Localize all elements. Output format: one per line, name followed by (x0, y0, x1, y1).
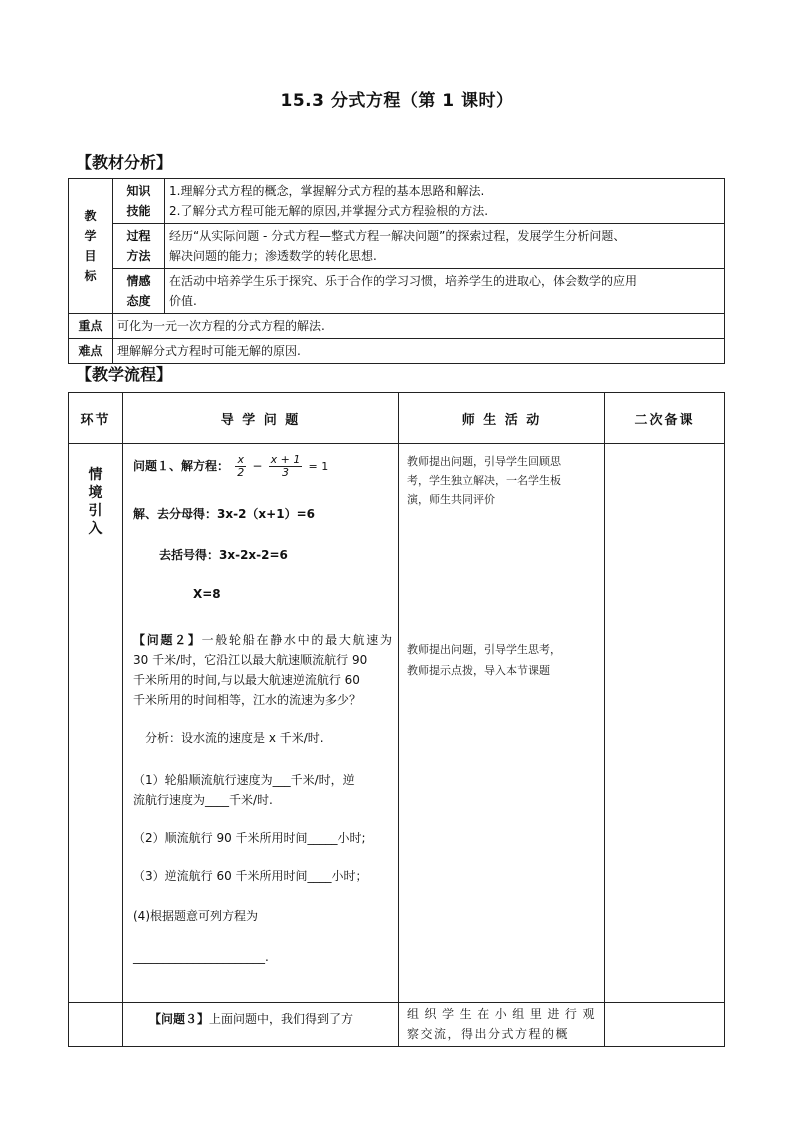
sub-question-4: (4)根据题意可列方程为 (133, 909, 258, 923)
stage-cell-empty (69, 1003, 123, 1047)
difficulty-text: 理解解分式方程时可能无解的原因. (113, 339, 725, 364)
answer-blank: ______________________. (133, 950, 269, 964)
label-bottom: 态度 (126, 294, 151, 308)
objective-line: 经历“从实际问题 - 分式方程—整式方程一解决问题”的探索过程，发展学生分析问题、 (169, 229, 626, 243)
label-top: 知识 (126, 184, 151, 198)
objective-label (113, 269, 165, 314)
question-1 (133, 454, 392, 479)
section-heading-analysis: 【教材分析】 (76, 153, 173, 172)
objective-content (165, 269, 725, 314)
objective-label (113, 224, 165, 269)
flow-header-row (69, 393, 725, 444)
question-3-label: 【问题３】 (149, 1012, 210, 1026)
objective-content (165, 179, 725, 224)
activity-line: 考，学生独立解决，一名学生板 (407, 474, 561, 487)
objective-line: 1.理解分式方程的概念，掌握解分式方程的基本思路和解法. (169, 184, 485, 198)
second-prep-cell (605, 1003, 725, 1047)
activity-line: 教师提出问题，引导学生思考， (407, 643, 561, 656)
question-3-line (149, 1009, 392, 1029)
second-prep-cell (605, 444, 725, 1003)
sub-question-2: （2）顺流航行 90 千米所用时间_____小时; (133, 831, 366, 845)
key-point-label: 重点 (69, 314, 113, 339)
label-bottom: 技能 (126, 204, 151, 218)
stage-label (69, 444, 123, 1003)
question-3-cell (123, 1003, 399, 1047)
label-top: 过程 (126, 229, 151, 243)
question-1-prefix: 问题１、解方程： (133, 459, 230, 473)
key-point-row (69, 314, 725, 339)
group-label-char: 目 (84, 249, 97, 263)
group-label-char: 学 (84, 229, 97, 243)
flow-table (68, 392, 725, 1047)
objective-row-knowledge (69, 179, 725, 224)
label-top: 情感 (126, 274, 151, 288)
objective-line: 价值. (169, 294, 197, 308)
header-activities: 师 生 活 动 (399, 393, 605, 444)
question-2-line: 30 千米/时，它沿江以最大航速顺流航行 90 (133, 653, 368, 667)
objective-content (165, 224, 725, 269)
objectives-table (68, 178, 725, 364)
sub-question-1: （1）轮船顺流航行速度为___千米/时，逆 (133, 773, 355, 787)
activity-line: 组织学生在小组里进行观 (407, 1007, 596, 1021)
stage-char: 情 (88, 467, 103, 483)
activity-line: 察交流，得出分式方程的概 (407, 1027, 570, 1041)
objective-line: 2.了解分式方程可能无解的原因,并掌握分式方程验根的方法. (169, 204, 489, 218)
fraction-denominator: 3 (282, 466, 289, 479)
objective-row-process (69, 224, 725, 269)
sub-question-3: （3）逆流航行 60 千米所用时间____小时； (133, 869, 368, 883)
activities-cell-3 (399, 1003, 605, 1047)
stage-char: 入 (88, 521, 103, 537)
objective-row-attitude (69, 269, 725, 314)
group-label-char: 教 (84, 209, 97, 223)
solution-step-2: 去括号得：3x-2x-2=6 (159, 548, 288, 562)
header-guide-questions: 导 学 问 题 (123, 393, 399, 444)
section-heading-process: 【教学流程】 (76, 365, 173, 384)
fraction-x-plus-1-over-3 (269, 454, 303, 479)
flow-row-intro (69, 444, 725, 1003)
sub-question-1-cont: 流航行速度为____千米/时. (133, 793, 273, 807)
analysis-text: 分析：设水流的速度是 x 千米/时. (145, 731, 324, 745)
key-point-text: 可化为一元一次方程的分式方程的解法. (113, 314, 725, 339)
activity-line: 演，师生共同评价 (407, 493, 495, 506)
stage-char: 引 (88, 503, 103, 519)
equation-rhs: = 1 (308, 460, 329, 473)
activity-line: 教师提示点拨，导入本节课题 (407, 664, 550, 677)
guide-questions-cell (123, 444, 399, 1003)
question-2-line: 千米所用的时间,与以最大航速逆流航行 60 (133, 673, 360, 687)
question-2-text: 一般轮船在静水中的最大航速为 (201, 633, 392, 647)
minus-sign: − (252, 459, 263, 473)
fraction-denominator: 2 (237, 466, 245, 479)
stage-char: 境 (88, 485, 103, 501)
solution-step-1: 解、去分母得：3x-2（x+1）=6 (133, 507, 315, 521)
fraction-numerator: x (237, 453, 244, 466)
objective-line: 在活动中培养学生乐于探究、乐于合作的学习习惯，培养学生的进取心，体会数学的应用 (169, 274, 638, 288)
group-label-char: 标 (84, 269, 97, 283)
activity-line: 教师提出问题，引导学生回顾思 (407, 455, 561, 468)
solution-step-3: X=8 (193, 587, 221, 601)
objective-label (113, 179, 165, 224)
header-second-prep: 二次备课 (605, 393, 725, 444)
label-bottom: 方法 (126, 249, 151, 263)
question-2-label: 【问题２】 (133, 633, 202, 647)
question-3-text: 上面问题中，我们得到了方 (209, 1012, 354, 1026)
page-title: 15.3 分式方程（第 1 课时） (280, 91, 514, 111)
header-stage: 环节 (69, 393, 123, 444)
flow-row-question-3 (69, 1003, 725, 1047)
difficulty-label: 难点 (69, 339, 113, 364)
question-2-line: 千米所用的时间相等，江水的流速为多少？ (133, 693, 362, 707)
difficulty-row (69, 339, 725, 364)
fraction-numerator: x + 1 (270, 453, 301, 466)
objectives-group-label (69, 179, 113, 314)
question-2-line (133, 630, 392, 650)
objective-line: 解决问题的能力；渗透数学的转化思想. (169, 249, 377, 263)
fraction-x-over-2 (235, 454, 246, 479)
activities-cell (399, 444, 605, 1003)
